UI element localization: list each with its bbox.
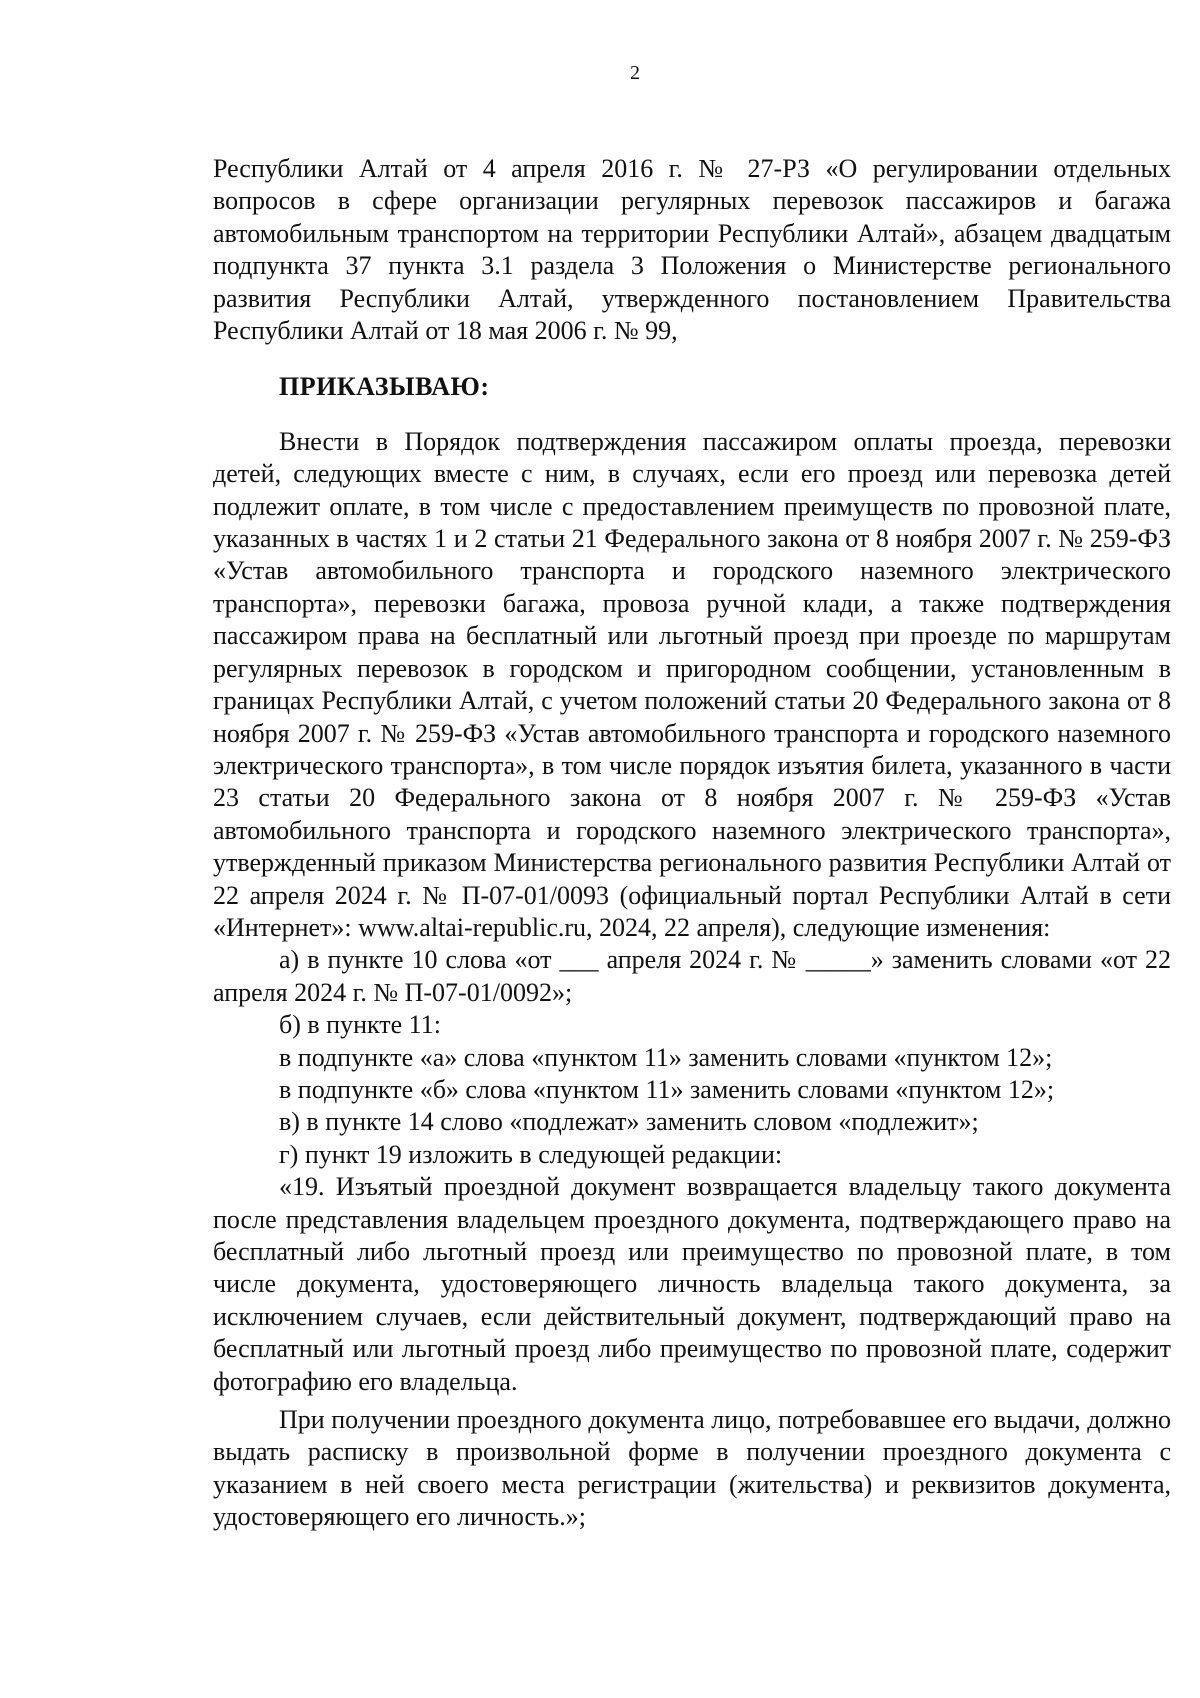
preamble-paragraph: Республики Алтай от 4 апреля 2016 г. № 27-РЗ «О регулировании отдельных вопросов в сфере организации регулярных перевозок пассажиров и багажа автомобильным транспортом на территории Республики Алтай», абзацем двадцатым подпункта 37 пункта 3.1 раздела 3 Положения о Министерстве регионального развития Республики Алтай, утвержденного постановлением Правительства Республики Алтай от 18 мая 2006 г. № 99, xyxy=(213,154,1171,346)
amendment-b-subitem-a: в подпункте «а» слова «пунктом 11» заменить словами «пунктом 12»; xyxy=(279,1042,1053,1072)
page-number: 2 xyxy=(630,62,640,84)
amendment-v: в) в пункте 14 слово «подлежат» заменить словом «подлежит»; xyxy=(279,1107,979,1137)
amendment-g-intro: г) пункт 19 изложить в следующей редакции: xyxy=(279,1139,783,1169)
order-heading: ПРИКАЗЫВАЮ: xyxy=(279,372,490,402)
amendment-b-subitem-b: в подпункте «б» слова «пунктом 11» заменить словами «пунктом 12»; xyxy=(279,1074,1055,1104)
amendment-g-text-1: «19. Изъятый проездной документ возвращается владельцу такого документа после представления владельцем проездного документа, подтверждающего право на бесплатный либо льготный проезд или преимущество по провозной плате, в том числе документа, удостоверяющего личность владельца такого документа, за исключением случаев, если действительный документ, подтверждающий право на бесплатный или льготный проезд либо преимущество по провозной плате, содержит фотографию его владельца. xyxy=(213,1172,1171,1396)
amendment-g-text-2: При получении проездного документа лицо, потребовавшее его выдачи, должно выдать расписку в произвольной форме в получении проездного документа с указанием в ней своего места регистрации (жительства) и реквизитов документа, удостоверяющего его личность.»; xyxy=(213,1405,1171,1532)
main-paragraph: Внести в Порядок подтверждения пассажиром оплаты проезда, перевозки детей, следующих вместе с ним, в случаях, если его проезд или перевозка детей подлежит оплате, в том числе с предоставлением преимуществ по провозной плате, указанных в частях 1 и 2 статьи 21 Федерального закона от 8 ноября 2007 г. № 259-ФЗ «Устав автомобильного транспорта и городского наземного электрического транспорта», перевозки багажа, провоза ручной клади, а также подтверждения пассажиром права на бесплатный или льготный проезд при проезде по маршрутам регулярных перевозок в городском и пригородном сообщении, установленным в границах Республики Алтай, с учетом положений статьи 20 Федерального закона от 8 ноября 2007 г. № 259-ФЗ «Устав автомобильного транспорта и городского наземного электрического транспорта», в том числе порядок изъятия билета, указанного в части 23 статьи 20 Федерального закона от 8 ноября 2007 г. № 259-ФЗ «Устав автомобильного транспорта и городского наземного электрического транспорта», утвержденный приказом Министерства регионального развития Республики Алтай от 22 апреля 2024 г. № П-07-01/0093 (официальный портал Республики Алтай в сети «Интернет»: www.altai-republic.ru, 2024, 22 апреля), следующие изменения: xyxy=(213,426,1171,942)
amendment-b-intro: б) в пункте 11: xyxy=(279,1010,441,1040)
amendment-a: а) в пункте 10 слова «от ___ апреля 2024 г. № _____» заменить словами «от 22 апреля 2024 г. № П-07-01/0092»; xyxy=(213,945,1171,1007)
document-body xyxy=(213,153,1171,1534)
